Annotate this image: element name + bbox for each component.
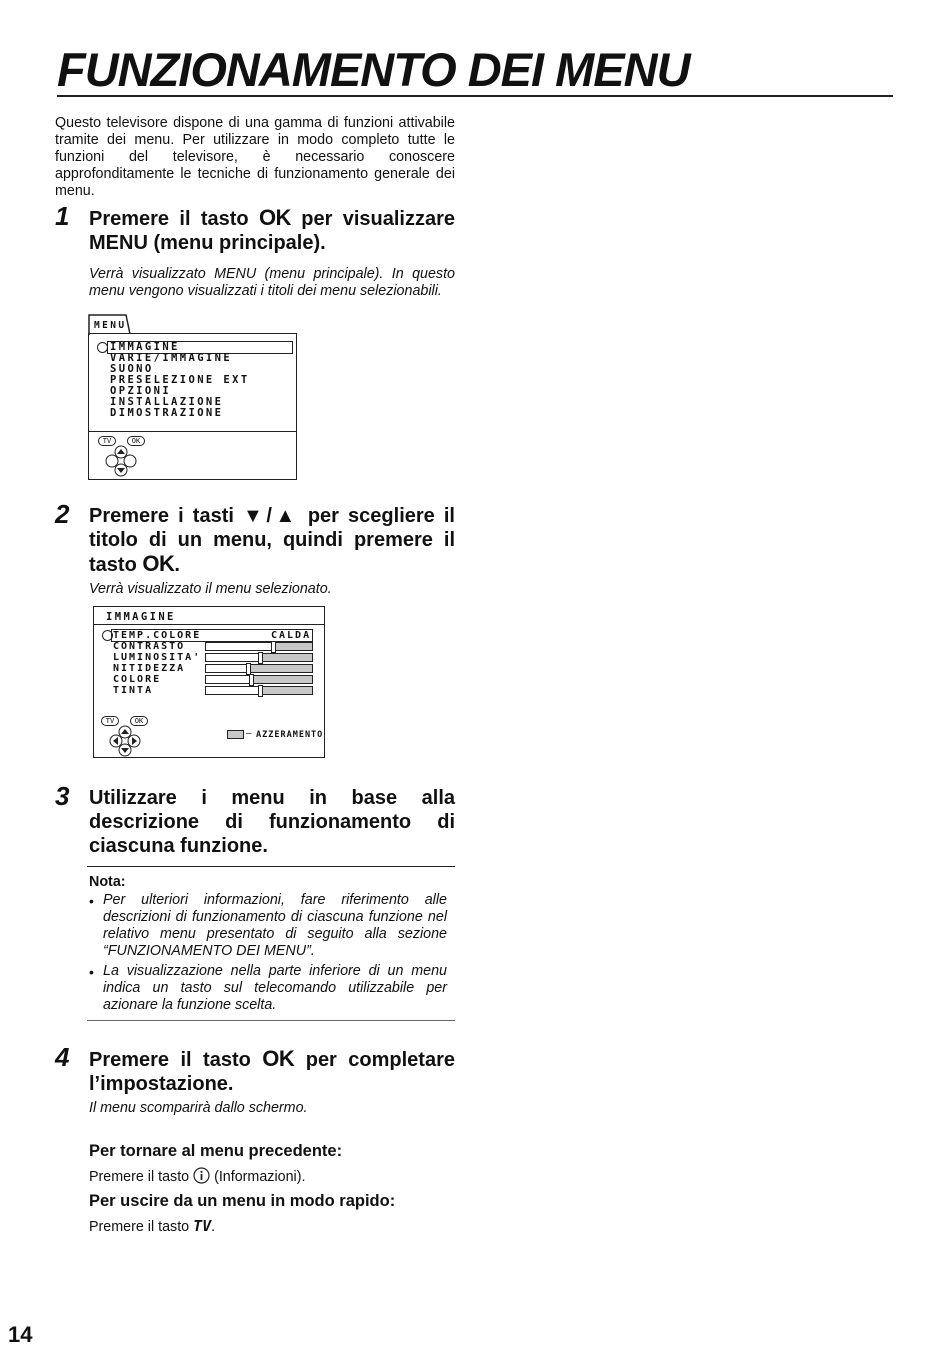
step-4-description: Il menu scomparirà dallo schermo. (89, 1100, 308, 1116)
ok-button-label: OK (127, 436, 145, 446)
step-4-heading-post: per completare l’impostazione. (89, 1049, 455, 1095)
step-4-heading-pre: Premere il tasto (89, 1049, 263, 1071)
intro-paragraph: Questo televisore dispone di una gamma di funzioni attivabile tramite dei menu. Per utilizzare in modo completo tutte le funzioni del televisore, è necessario conoscere approfonditamente le tecniche di funzionamento generale dei menu. (55, 115, 455, 199)
note-title: Nota: (89, 874, 126, 890)
slider-bar[interactable] (205, 664, 313, 673)
immagine-screen (93, 606, 325, 758)
note-bottom-rule (87, 1020, 455, 1021)
menu-screen (88, 314, 298, 482)
step-1-heading (89, 206, 455, 255)
exit-text-post: . (211, 1219, 216, 1235)
step-1-heading-pre: Premere il tasto (89, 208, 259, 230)
exit-text (89, 1217, 215, 1235)
step-1-heading-post: per visualizzare MENU (menu principale). (89, 208, 455, 254)
ok-key-label: OK (142, 551, 175, 576)
note-item: Per ulteriori informazioni, fare riferimento alle descrizioni di funzionamento di ciascuna funzione nel relativo menu presentato di seguito alla sezione “FUNZIONAMENTO DEI MENU”. (103, 892, 447, 959)
exit-heading: Per uscire da un menu in modo rapido: (89, 1192, 396, 1210)
page-number: 14 (8, 1322, 33, 1347)
tv-button-label: TV (98, 436, 116, 446)
slider-fill (248, 665, 312, 672)
menu-item-list (110, 342, 290, 422)
bullet-icon: • (89, 964, 94, 980)
ok-key-label: OK (258, 205, 291, 230)
menu-divider (89, 431, 296, 432)
temp-colore-label[interactable]: TEMP.COLORE (113, 630, 202, 641)
step-3-number: 3 (55, 781, 70, 811)
step-2-heading-post: . (174, 554, 180, 576)
slider-bar[interactable] (205, 686, 313, 695)
exit-text-pre: Premere il tasto (89, 1219, 194, 1235)
step-2-description: Verrà visualizzato il menu selezionato. (89, 581, 332, 597)
slider-knob[interactable] (271, 641, 276, 653)
back-text-post: (Informazioni). (210, 1169, 306, 1185)
step-3-heading: Utilizzare i menu in base alla descrizione di funzionamento di ciascuna funzione. (89, 787, 455, 857)
step-1-description: Verrà visualizzato MENU (menu principale). In questo menu vengono visualizzati i titoli dei menu selezionabili. (89, 266, 455, 299)
bullet-icon: • (89, 893, 94, 909)
title-rule (57, 95, 893, 97)
menu-item[interactable]: PRESELEZIONE EXT (110, 374, 250, 386)
dpad-icon (105, 445, 137, 477)
reset-label: AZZERAMENTO (256, 730, 324, 740)
slider-bar[interactable] (205, 642, 313, 651)
menu-item[interactable]: IMMAGINE (110, 341, 180, 353)
slider-bar[interactable] (205, 653, 313, 662)
ok-button-label: OK (130, 716, 148, 726)
menu-tab-label: MENU (94, 320, 127, 331)
step-2-heading (89, 504, 455, 577)
slider-label: NITIDEZZA (113, 663, 186, 674)
menu-item[interactable]: OPZIONI (110, 385, 172, 397)
slider-knob[interactable] (249, 674, 254, 686)
slider-label: COLORE (113, 674, 162, 685)
menu-item[interactable]: INSTALLAZIONE (110, 396, 224, 408)
note-item: La visualizzazione nella parte inferiore di un menu indica un tasto sul telecomando utilizzabile per azionare la funzione scelta. (103, 963, 447, 1013)
temp-colore-value[interactable]: CALDA (271, 630, 312, 641)
slider-label: CONTRASTO (113, 641, 186, 652)
slider-group (205, 642, 313, 702)
reset-color-key-icon (227, 730, 244, 739)
slider-fill (260, 687, 312, 694)
slider-fill (273, 643, 312, 650)
menu-item[interactable]: SUONO (110, 363, 154, 375)
tv-button-label: TV (101, 716, 119, 726)
immagine-tab-label: IMMAGINE (106, 611, 176, 623)
reset-dash: – (246, 728, 252, 739)
step-2-number: 2 (55, 499, 70, 529)
slider-fill (260, 654, 312, 661)
back-text-pre: Premere il tasto (89, 1169, 194, 1185)
slider-fill (251, 676, 312, 683)
immagine-header-rule (94, 624, 324, 625)
page-title: FUNZIONAMENTO DEI MENU (57, 43, 690, 96)
back-heading: Per tornare al menu precedente: (89, 1142, 343, 1160)
menu-item[interactable]: DIMOSTRAZIONE (110, 407, 224, 419)
dpad-icon (109, 725, 141, 757)
slider-knob[interactable] (258, 685, 263, 697)
slider-label: TINTA (113, 685, 154, 696)
back-text (89, 1167, 305, 1185)
menu-item[interactable]: VARIE/IMMAGINE (110, 352, 233, 364)
slider-bar[interactable] (205, 675, 313, 684)
step-4-heading (89, 1047, 455, 1096)
ok-key-label: OK (262, 1046, 295, 1071)
step-4-number: 4 (55, 1042, 70, 1072)
note-top-rule (87, 866, 455, 867)
step-1-number: 1 (55, 201, 70, 231)
slider-label: LUMINOSITA' (113, 652, 202, 663)
info-icon (193, 1167, 210, 1184)
menu-panel (88, 333, 297, 480)
step-2-heading-pre: Premere i tasti ▼/▲ per scegliere il titolo di un menu, quindi premere il tasto (89, 505, 455, 576)
tv-key-label: TV (193, 1217, 212, 1235)
slider-knob[interactable] (258, 652, 263, 664)
